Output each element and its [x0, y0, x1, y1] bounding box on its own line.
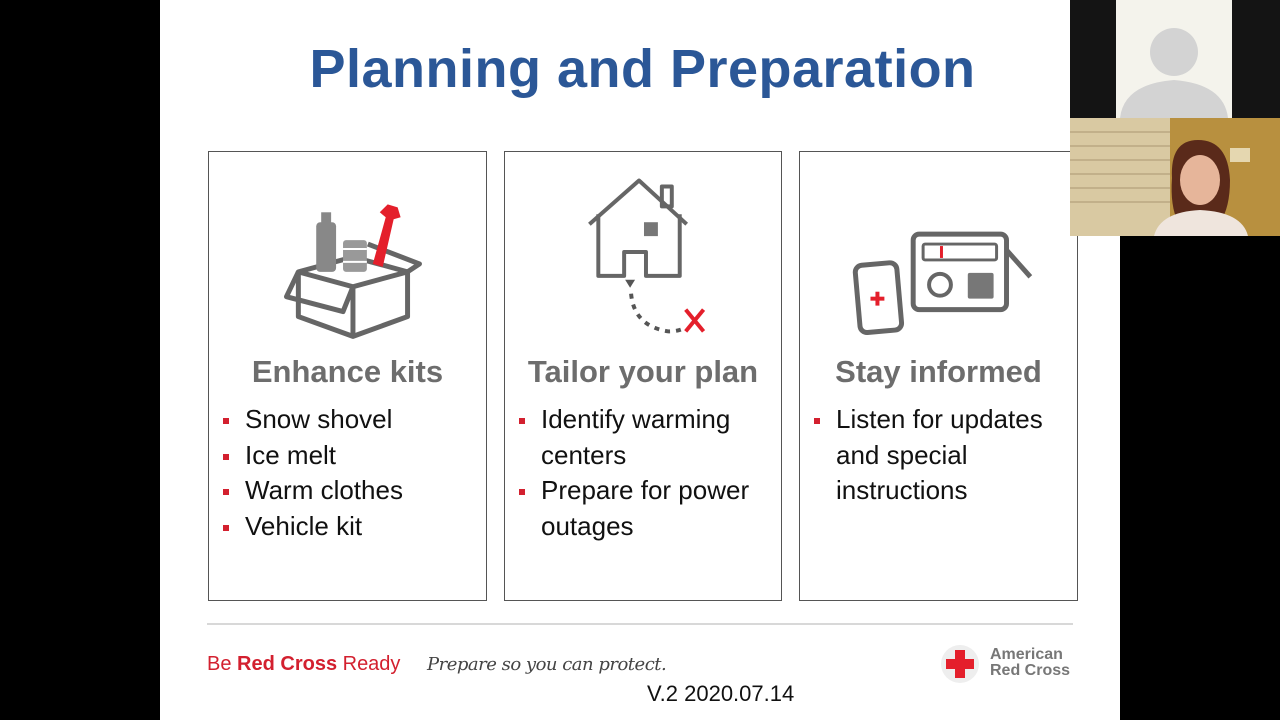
card-heading: Enhance kits	[251, 354, 444, 389]
bullet-list	[515, 402, 771, 544]
logo-line-2: Red Cross	[990, 662, 1071, 679]
card-heading: Tailor your plan	[527, 354, 759, 389]
slide-title: Planning and Preparation	[309, 39, 976, 99]
list-item: Vehicle kit	[219, 509, 403, 545]
footer-slogan: Prepare so you can protect.	[427, 654, 667, 675]
list-item: Identify warming centers	[515, 402, 771, 473]
american-red-cross-wordmark	[990, 647, 1070, 679]
card-heading: Stay informed	[835, 354, 1042, 389]
video-feed-image	[1070, 118, 1280, 236]
footer-divider	[207, 623, 1073, 625]
phone-radio-icon	[800, 152, 1077, 352]
logo-line-1: American	[990, 646, 1063, 663]
house-route-icon	[505, 152, 781, 352]
list-item: Snow shovel	[219, 402, 403, 438]
card-enhance-kits	[208, 151, 487, 601]
version-label: V.2 2020.07.14	[647, 681, 795, 706]
list-item: Warm clothes	[219, 473, 403, 509]
tag-be: Be	[207, 653, 238, 675]
card-stay-informed	[799, 151, 1078, 601]
participant-tile-avatar[interactable]	[1070, 0, 1280, 118]
list-item: Ice melt	[219, 438, 403, 474]
card-tailor-plan	[504, 151, 782, 601]
supply-box-icon	[209, 152, 486, 352]
bullet-list	[219, 402, 403, 544]
list-item: Listen for updates and special instructions	[810, 402, 1074, 509]
avatar-background	[1116, 0, 1232, 118]
bullet-list	[810, 402, 1074, 509]
participant-tile-video[interactable]	[1070, 118, 1280, 236]
tag-red-cross: Red Cross	[237, 653, 338, 675]
presentation-slide	[160, 0, 1120, 720]
tag-ready: Ready	[337, 653, 401, 675]
list-item: Prepare for power outages	[515, 473, 771, 544]
be-red-cross-ready-tagline	[207, 653, 400, 676]
user-silhouette-icon	[1116, 0, 1232, 118]
